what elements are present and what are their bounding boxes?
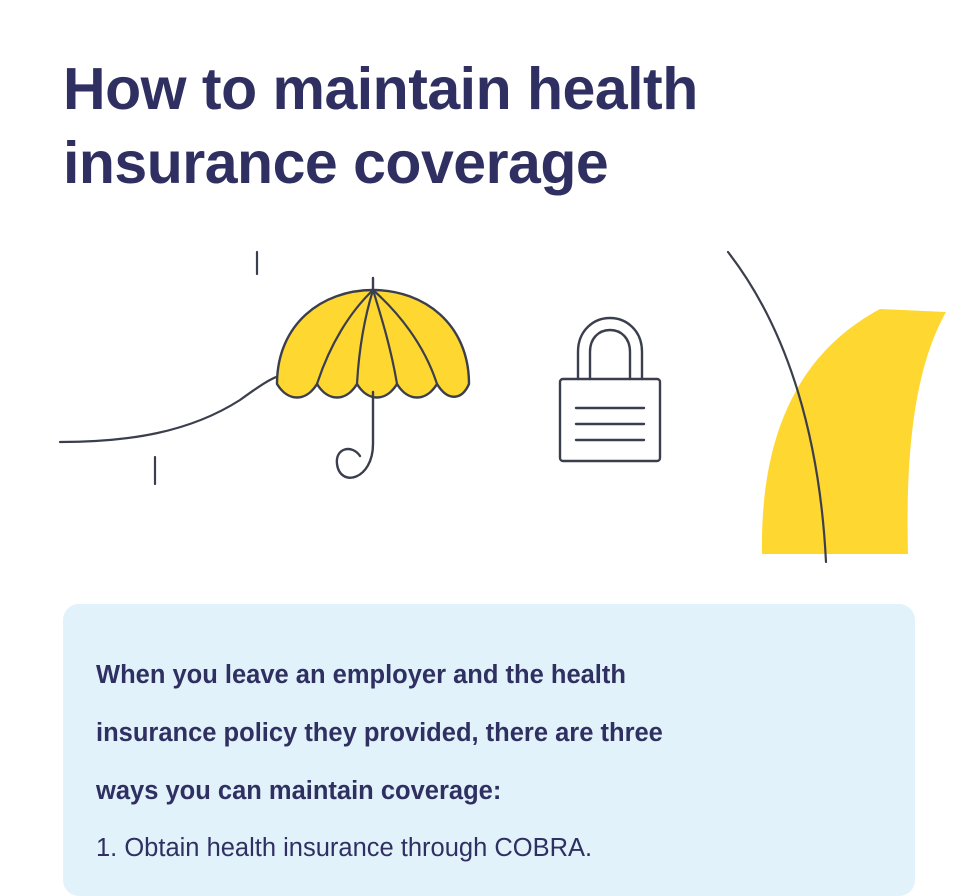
curved-line-left [60,372,292,442]
page-title-line-2: insurance coverage [63,130,609,196]
callout-lead-line-2: insurance policy they provided, there are three [96,719,663,747]
callout-lead-line-1: When you leave an employer and the health [96,661,626,689]
callout-panel [63,604,915,896]
umbrella-illustration [277,278,469,478]
padlock-illustration [560,318,660,461]
page-title-line-1: How to maintain health [63,56,698,122]
dashed-marks [155,252,257,484]
yellow-arc-shape [762,309,946,554]
page-title-block [63,52,883,200]
callout-lead-text [96,646,886,820]
header-illustration [0,232,978,582]
callout-list [96,828,886,868]
page-title [63,52,883,200]
callout-lead-line-3: ways you can maintain coverage: [96,777,502,805]
list-item: 1. Obtain health insurance through COBRA. [96,834,593,862]
